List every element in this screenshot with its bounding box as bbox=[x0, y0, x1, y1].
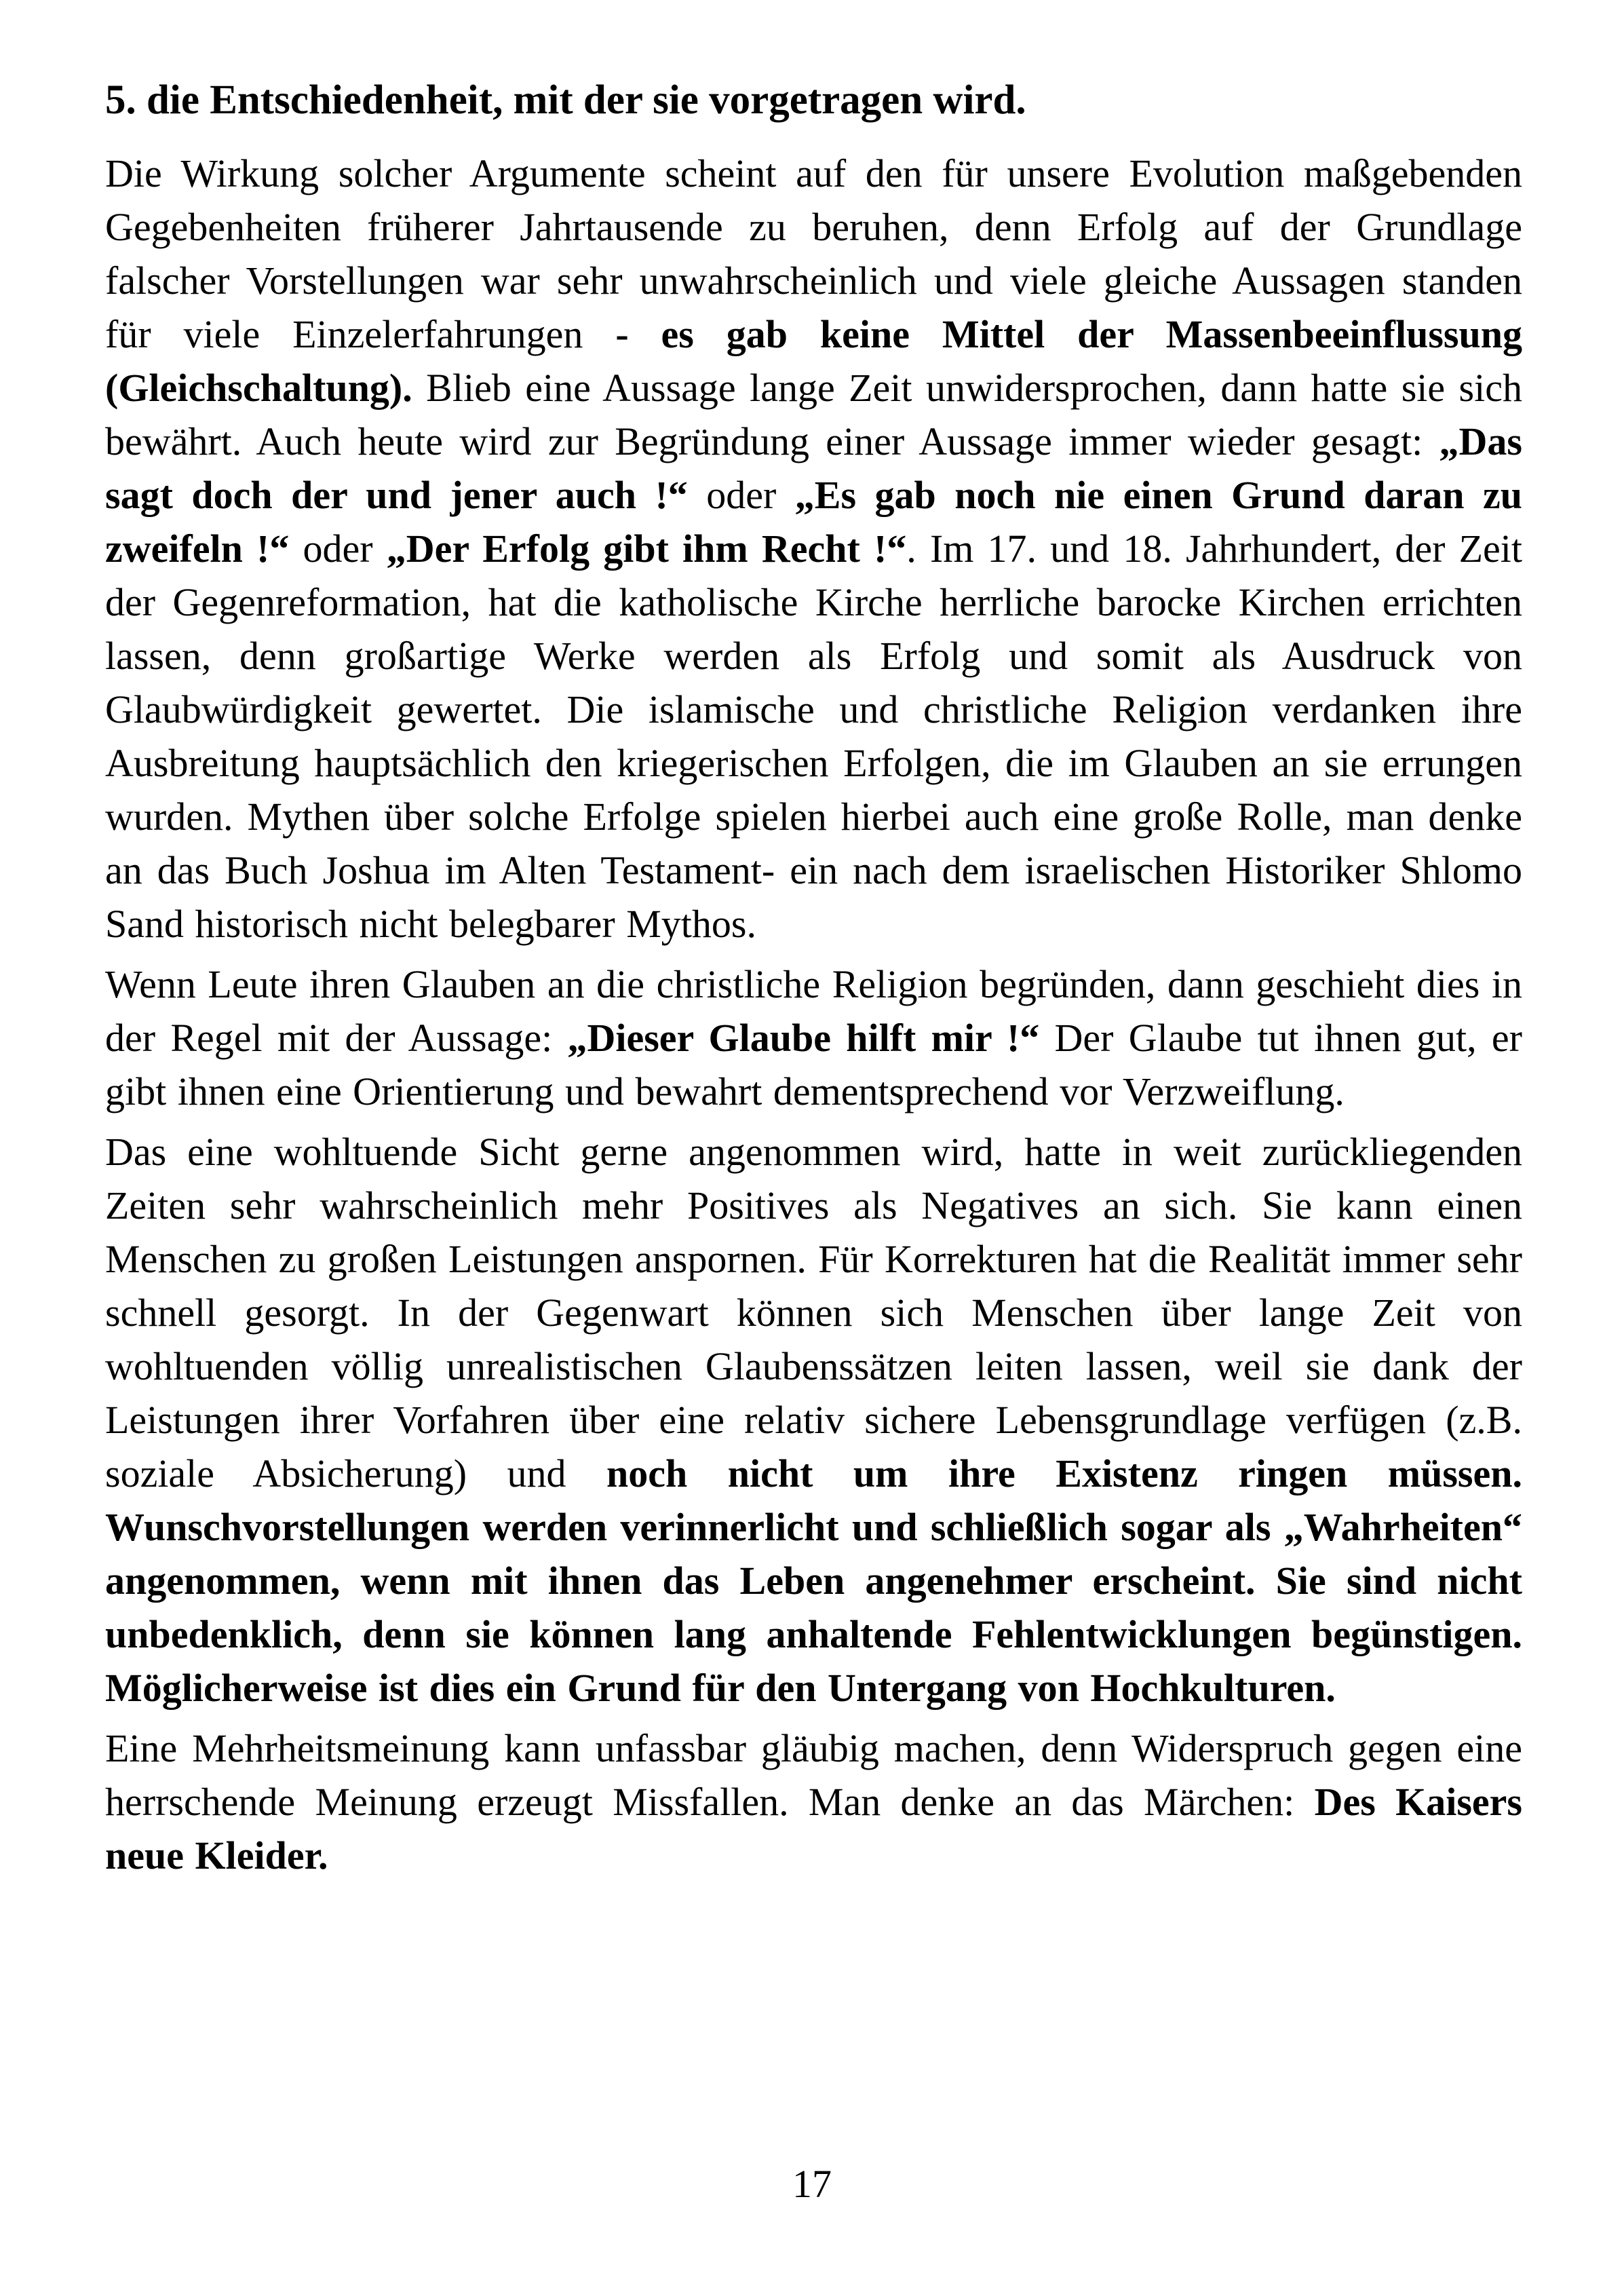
paragraph: Eine Mehrheitsmeinung kann unfassbar gläubig machen, denn Widerspruch gegen eine herrschende Meinung erzeugt Missfallen. Man denke an das Märchen: Des Kaisers neue Kleider. bbox=[105, 1726, 1522, 1877]
paragraph: Die Wirkung solcher Argumente scheint auf den für unsere Evolution maßgebenden Gegebenheiten früherer Jahrtausende zu beruhen, denn Erfolg auf der Grundlage falscher Vorstellungen war sehr unwahrscheinlich und viele gleiche Aussagen standen für viele Einzelerfahrungen - es gab keine Mittel der Massenbeeinflussung (Gleichschaltung). Blieb eine Aussage lange Zeit unwidersprochen, dann hatte sie sich bewährt. Auch heute wird zur Begründung einer Aussage immer wieder gesagt: „Das sagt doch der und jener auch !“ oder „Es gab noch nie einen Grund daran zu zweifeln !“ oder „Der Erfolg gibt ihm Recht !“. Im 17. und 18. Jahrhundert, der Zeit der Gegenreformation, hat die katholische Kirche herrliche barocke Kirchen errichten lassen, denn großartige Werke werden als Erfolg und somit als Ausdruck von Glaubwürdigkeit gewertet. Die islamische und christliche Religion verdanken ihre Ausbreitung hauptsächlich den kriegerischen Erfolgen, die im Glauben an sie errungen wurden. Mythen über solche Erfolge spielen hierbei auch eine große Rolle, man denke an das Buch Joshua im Alten Testament- ein nach dem israelischen Historiker Shlomo Sand historisch nicht belegbarer Mythos. bbox=[105, 151, 1523, 946]
paragraph: Wenn Leute ihren Glauben an die christliche Religion begründen, dann geschieht dies in der Regel mit der Aussage: „Dieser Glaube hilft mir !“ Der Glaube tut ihnen gut, er gibt ihnen eine Orientierung und bewahrt dementsprechend vor Verzweiflung. bbox=[105, 962, 1522, 1113]
section-heading: 5. die Entschiedenheit, mit der sie vorgetragen wird. bbox=[105, 77, 1026, 123]
paragraph: Das eine wohltuende Sicht gerne angenommen wird, hatte in weit zurückliegenden Zeiten sehr wahrscheinlich mehr Positives als Negatives an sich. Sie kann einen Menschen zu großen Leistungen anspornen. Für Korrekturen hat die Realität immer sehr schnell gesorgt. In der Gegenwart können sich Menschen über lange Zeit von wohltuenden völlig unrealistischen Glaubenssätzen leiten lassen, weil sie dank der Leistungen ihrer Vorfahren über eine relativ sichere Lebensgrundlage verfügen (z.B. soziale Absicherung) und noch nicht um ihre Existenz ringen müssen. Wunschvorstellungen werden verinnerlicht und schließlich sogar als „Wahrheiten“ angenommen, wenn mit ihnen das Leben angenehmer erscheint. Sie sind nicht unbedenklich, denn sie können lang anhaltende Fehlentwicklungen begünstigen. Möglicherweise ist dies ein Grund für den Untergang von Hochkulturen. bbox=[105, 1130, 1522, 1710]
page-number: 17 bbox=[792, 2162, 832, 2206]
